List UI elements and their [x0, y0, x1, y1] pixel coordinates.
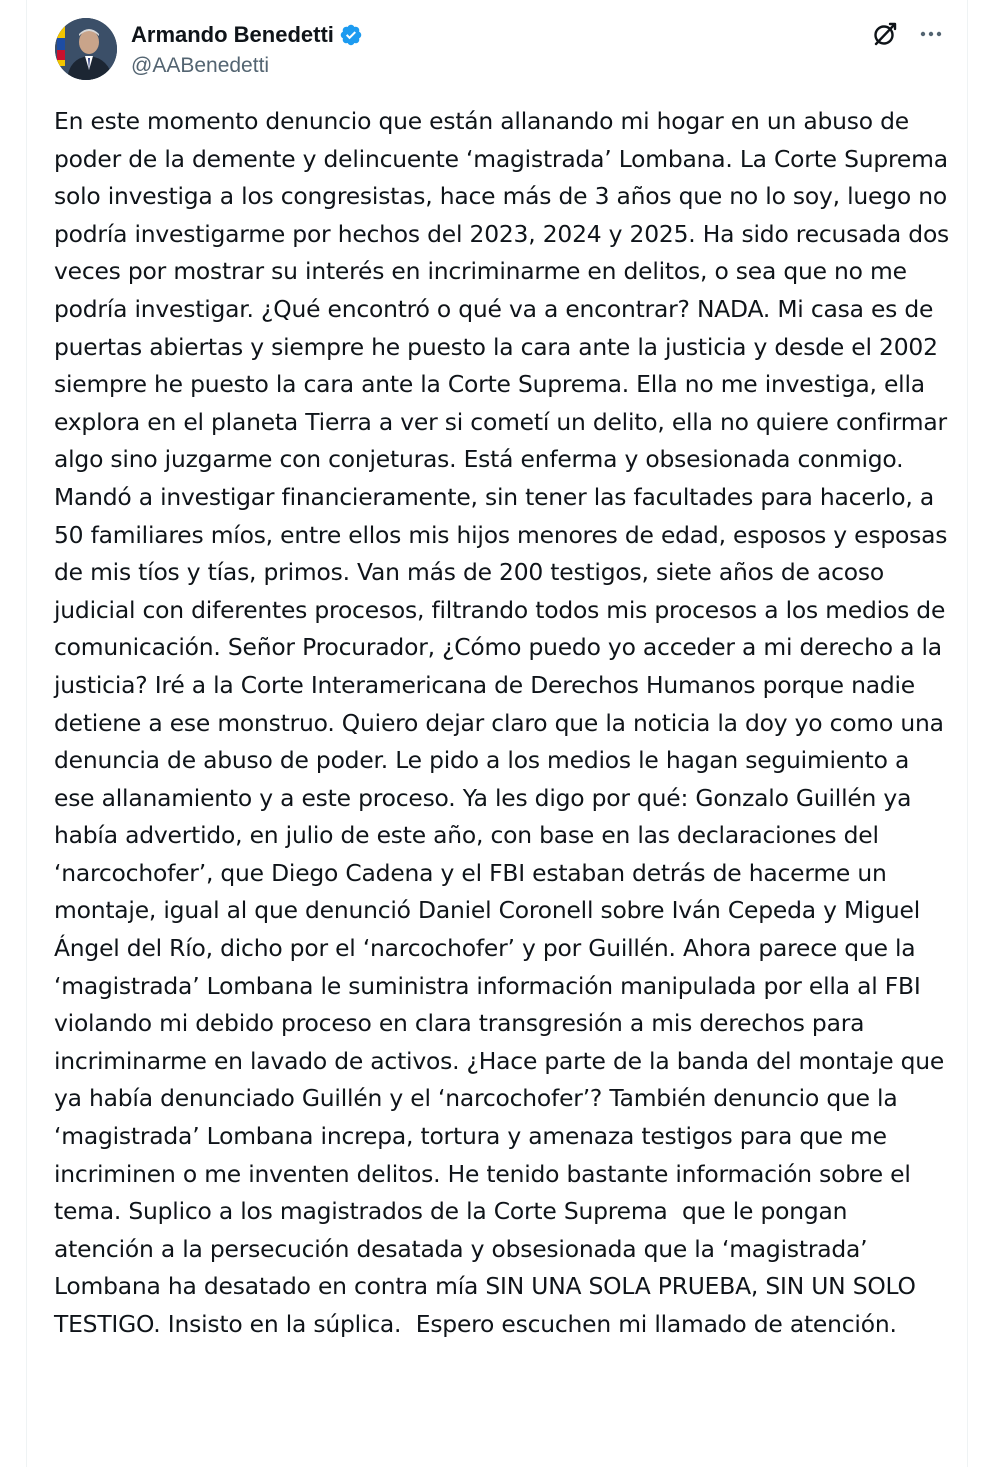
- tweet-text: En este momento denuncio que están allanando mi hogar en un abuso de poder de la demente y delincuente ‘magistrada’ Lombana. La Corte Suprema solo investiga a los congresistas, hace más de 3 años que no lo soy, luego no podría investigarme por hechos del 2023, 2024 y 2025. Ha sido recusada dos veces por mostrar su interés en incriminarme en delitos, o sea que no me podría investigar. ¿Qué encontró o qué va a encontrar? NADA. Mi casa es de puertas abiertas y siempre he puesto la cara ante la justicia y desde el 2002 siempre he puesto la cara ante la Corte Suprema. Ella no me investiga, ella explora en el planeta Tierra a ver si cometí un delito, ella no quiere confirmar algo sino juzgarme con conjeturas. Está enferma y obsesionada conmigo. Mandó a investigar financieramente, sin tener las facultades para hacerlo, a 50 familiares míos, entre ellos mis hijos menores de edad, esposos y esposas de mis tíos y tías, primos. Van más de 200 testigos, siete años de acoso judicial con diferentes procesos, filtrando todos mis procesos a los medios de comunicación. Señor Procurador, ¿Cómo puedo yo acceder a mi derecho a la justicia? Iré a la Corte Interamericana de Derechos Humanos porque nadie detiene a ese monstruo. Quiero dejar claro que la noticia la doy yo como una denuncia de abuso de poder. Le pido a los medios le hagan seguimiento a ese allanamiento y a este proceso. Ya les digo por qué: Gonzalo Guillén ya había advertido, en julio de este año, con base en las declaraciones del ‘narcochofer’, que Diego Cadena y el FBI estaban detrás de hacerme un montaje, igual al que denunció Daniel Coronell sobre Iván Cepeda y Miguel Ángel del Río, dicho por el ‘narcochofer’ y por Guillén. Ahora parece que la ‘magistrada’ Lombana le suministra información manipulada por ella al FBI violando mi debido proceso en clara transgresión a mis derechos para incriminarme en lavado de activos. ¿Hace parte de la banda del montaje que ya había denunciado Guillén y el ‘narcochofer’? También denuncio que la ‘magistrada’ Lombana increpa, tortura y amenaza testigos para que me incriminen o me inventen delitos. He tenido bastante información sobre el tema. Suplico a los magistrados de la Corte Suprema que le pongan atención a la persecución desatada y obsesionada que la ‘magistrada’ Lombana ha desatado en contra mía SIN UNA SOLA PRUEBA, SIN UN SOLO TESTIGO. Insisto en la súplica. Espero escuchen mi llamado de atención.: [54, 107, 957, 1338]
- tweet-header: [55, 18, 945, 82]
- display-name-row: [131, 20, 363, 50]
- author-display-name[interactable]: Armando Benedetti: [131, 22, 334, 47]
- author-handle[interactable]: @AABenedetti: [131, 54, 270, 77]
- verified-badge-icon[interactable]: [339, 23, 363, 47]
- grok-icon[interactable]: [871, 20, 899, 48]
- more-options-icon[interactable]: [917, 20, 945, 48]
- author-names: [131, 20, 363, 78]
- profile-photo-icon: [55, 18, 117, 80]
- header-actions: [871, 20, 945, 48]
- avatar[interactable]: [55, 18, 117, 80]
